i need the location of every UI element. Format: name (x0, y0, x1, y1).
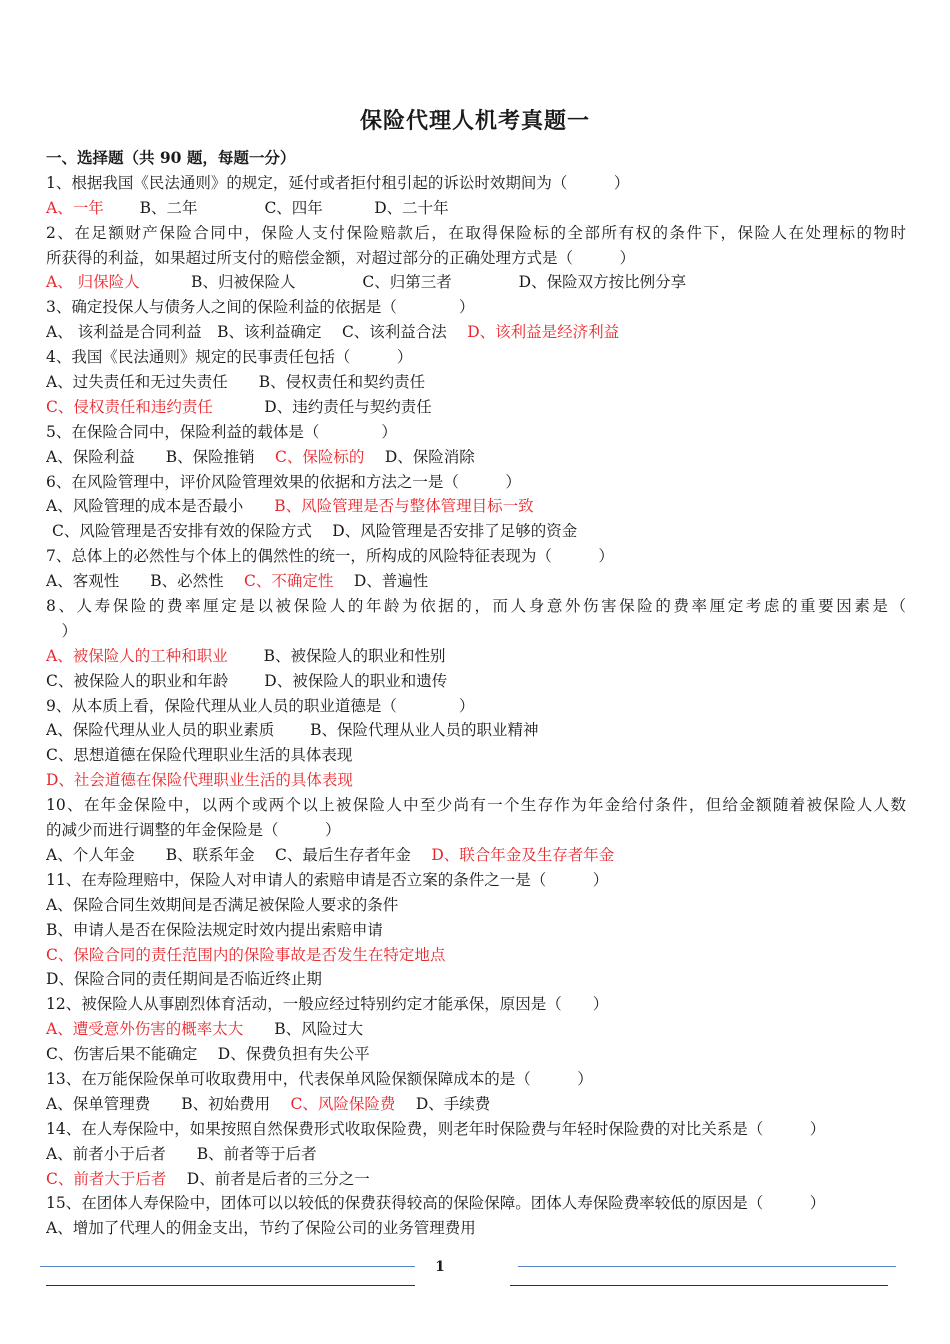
answer-text: A、一年 (46, 198, 104, 217)
text-segment: B、申请人是否在保险法规定时效内提出索赔申请 (46, 920, 383, 939)
text-line (46, 669, 906, 694)
text-segment: 11、在寿险理赔中，保险人对申请人的索赔申请是否立案的条件之一是（ ） (46, 870, 609, 889)
text-line (46, 1067, 906, 1092)
text-line (46, 1167, 906, 1192)
text-segment: C、风险管理是否安排有效的保险方式 D、风险管理是否安排了足够的资金 (52, 522, 578, 541)
text-segment: 4、我国《民法通则》规定的民事责任包括（ ） (46, 348, 413, 367)
text-segment: A、个人年金 B、联系年金 C、最后生存者年金 (46, 845, 432, 864)
text-segment: C、被保险人的职业和年龄 D、被保险人的职业和遗传 (46, 671, 448, 690)
text-segment: 7、总体上的必然性与个体上的偶然性的统一，所构成的风险特征表现为（ ） (46, 547, 614, 566)
footer-rule-right-bottom (510, 1285, 888, 1286)
text-segment: 12、被保险人从事剧烈体育活动，一般应经过特别约定才能承保，原因是（ ） (46, 995, 609, 1014)
text-line (46, 395, 906, 420)
text-line (46, 420, 906, 445)
text-line (46, 470, 906, 495)
text-line (46, 868, 906, 893)
text-line (46, 818, 906, 843)
text-segment: B、风险过大 (243, 1020, 364, 1039)
text-line (46, 370, 906, 395)
text-segment: 9、从本质上看，保险代理从业人员的职业道德是（ ） (46, 696, 475, 715)
text-segment: A、前者小于后者 B、前者等于后者 (46, 1144, 317, 1163)
text-line (46, 1042, 906, 1067)
text-line (46, 644, 906, 669)
text-segment: A、风险管理的成本是否最小 (46, 497, 275, 516)
text-segment: C、思想道德在保险代理职业生活的具体表现 (46, 746, 353, 765)
text-line (46, 743, 906, 768)
text-segment: A、客观性 B、必然性 (46, 572, 245, 591)
text-line (46, 1191, 906, 1216)
text-segment: 13、在万能保险保单可收取费用中，代表保单风险保额保障成本的是（ ） (46, 1069, 593, 1088)
text-line (46, 345, 906, 370)
text-line (46, 569, 906, 594)
text-line (46, 943, 906, 968)
text-segment: 2、在足额财产保险合同中，保险人支付保险赔款后，在取得保险标的全部所有权的条件下，保险人在处理标的物时 (46, 223, 906, 242)
answer-text: C、保险标的 (275, 447, 365, 466)
answer-text: B、风险管理是否与整体管理目标一致 (274, 497, 534, 516)
text-line (46, 843, 906, 868)
text-line (46, 519, 906, 544)
text-segment: 8、人寿保险的费率厘定是以被保险人的年龄为依据的，而人身意外伤害保险的费率厘定考虑的重要因素是（ (46, 597, 906, 616)
answer-text: C、风险保险费 (290, 1094, 396, 1113)
text-segment: 6、在风险管理中，评价风险管理效果的依据和方法之一是（ ） (46, 472, 521, 491)
text-segment: A、保险合同生效期间是否满足被保险人要求的条件 (46, 895, 399, 914)
footer-rule-right-top (518, 1266, 896, 1267)
text-line (46, 1092, 906, 1117)
text-line (46, 1017, 906, 1042)
text-line (46, 270, 906, 295)
text-segment: A、增加了代理人的佣金支出，节约了保险公司的业务管理费用 (46, 1219, 476, 1238)
text-segment: B、被保险人的职业和性别 (227, 646, 446, 665)
text-segment: D、保险合同的责任期间是否临近终止期 (46, 970, 322, 989)
text-segment: 一、选择题（共 90 题，每题一分） (46, 148, 296, 167)
answer-text: C、保险合同的责任范围内的保险事故是否发生在特定地点 (46, 945, 446, 964)
answer-text: A、 归保险人 (46, 273, 140, 292)
text-segment: B、二年 C、四年 D、二十年 (103, 198, 449, 217)
text-segment: 15、在团体人寿保险中，团体可以以较低的保费获得较高的保险保障。团体人寿保险费率较低的原因是（ ） (46, 1194, 826, 1213)
text-line (46, 1117, 906, 1142)
text-segment: 的减少而进行调整的年金保险是（ ） (46, 821, 341, 840)
answer-text: C、侵权责任和违约责任 (46, 397, 213, 416)
text-line (46, 594, 906, 619)
answer-text: A、被保险人的工种和职业 (46, 646, 228, 665)
text-segment: D、普遍性 (333, 572, 429, 591)
text-line (46, 918, 906, 943)
text-segment: B、归被保险人 C、归第三者 D、保险双方按比例分享 (139, 273, 687, 292)
text-line (46, 320, 906, 345)
text-line (46, 1142, 906, 1167)
answer-text: A、遭受意外伤害的概率太大 (46, 1020, 244, 1039)
text-line (46, 1216, 906, 1241)
text-line (46, 171, 906, 196)
text-segment: A、保单管理费 B、初始费用 (46, 1094, 291, 1113)
text-line (46, 718, 906, 743)
section-heading (46, 146, 906, 171)
answer-text: D、该利益是经济利益 (467, 323, 620, 342)
text-line (46, 768, 906, 793)
text-segment: D、前者是后者的三分之一 (166, 1169, 370, 1188)
text-line (46, 544, 906, 569)
text-line (46, 295, 906, 320)
text-line (46, 619, 906, 644)
text-segment: 1、根据我国《民法通则》的规定，延付或者拒付租引起的诉讼时效期间为（ ） (46, 173, 630, 192)
text-segment: 所获得的利益，如果超过所支付的赔偿金额，对超过部分的正确处理方式是（ ） (46, 248, 636, 267)
text-segment: A、 该利益是合同利益 B、该利益确定 C、该利益合法 (46, 323, 468, 342)
text-line (46, 445, 906, 470)
answer-text: C、不确定性 (244, 572, 334, 591)
text-segment: 5、在保险合同中，保险利益的载体是（ ） (46, 422, 397, 441)
text-segment: A、保险代理从业人员的职业素质 B、保险代理从业人员的职业精神 (46, 721, 539, 740)
text-segment: C、伤害后果不能确定 D、保费负担有失公平 (46, 1045, 370, 1064)
text-segment: D、违约责任与契约责任 (212, 397, 432, 416)
text-line (46, 694, 906, 719)
text-segment: A、过失责任和无过失责任 B、侵权责任和契约责任 (46, 373, 426, 392)
text-segment: 10、在年金保险中，以两个或两个以上被保险人中至少尚有一个生存作为年金给付条件，但给金额随着被保险人人数 (46, 796, 906, 815)
text-line (46, 793, 906, 818)
text-line (46, 893, 906, 918)
text-segment: D、保险消除 (364, 447, 475, 466)
footer-rule-left-bottom (46, 1285, 415, 1286)
text-line (46, 246, 906, 271)
text-line (46, 967, 906, 992)
answer-text: C、前者大于后者 (46, 1169, 167, 1188)
text-segment: 14、在人寿保险中，如果按照自然保费形式收取保险费，则老年时保险费与年轻时保险费的对比关系是（ ） (46, 1119, 826, 1138)
page-number: 1 (435, 1259, 445, 1275)
answer-text: D、联合年金及生存者年金 (431, 845, 615, 864)
document-body (46, 146, 906, 1241)
text-segment: 3、确定投保人与债务人之间的保险利益的依据是（ ） (46, 298, 475, 317)
text-segment: A、保险利益 B、保险推销 (46, 447, 276, 466)
text-segment: D、手续费 (395, 1094, 491, 1113)
answer-text: D、社会道德在保险代理职业生活的具体表现 (46, 771, 353, 790)
text-line (46, 494, 906, 519)
text-line (46, 221, 906, 246)
text-line (46, 196, 906, 221)
text-segment: ） (46, 621, 78, 640)
text-line (46, 992, 906, 1017)
page-title: 保险代理人机考真题一 (359, 108, 590, 134)
